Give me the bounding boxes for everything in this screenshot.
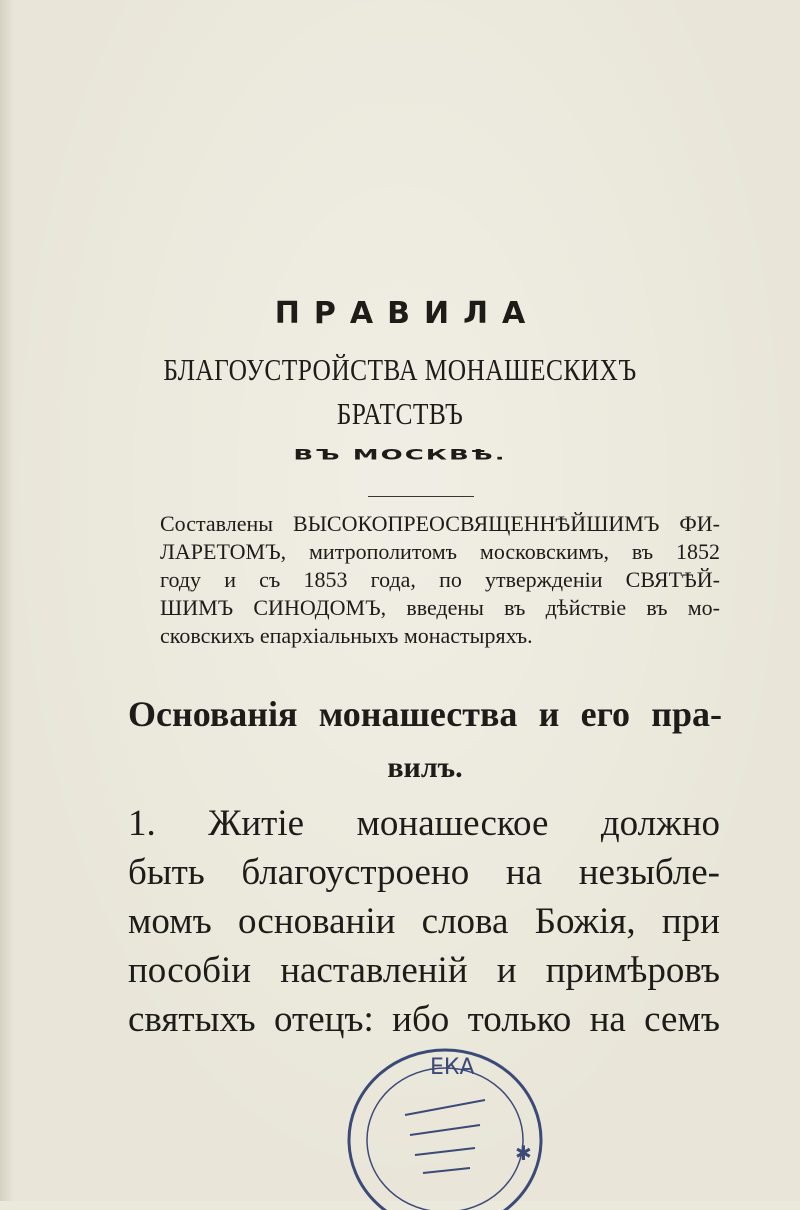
document-subtitle-line-1: БЛАГОУСТРОЙСТВА МОНАШЕСКИХЪ: [163, 352, 637, 387]
body-line: 1. Житіе монашеское должно: [128, 803, 720, 844]
page-gutter-shadow: [0, 0, 14, 1201]
description-line: ЛАРЕТОМЪ, митрополитомъ московскимъ, въ 1852: [160, 539, 720, 564]
stamp-star-icon: ✱: [515, 1141, 532, 1165]
body-line: быть благоустроено на незыбле-: [128, 852, 720, 893]
body-line: момъ основаніи слова Божія, при: [128, 901, 720, 942]
section-heading-line-2: вилъ.: [387, 751, 463, 784]
description-line: ШИМЪ СИНОДОМЪ, введены въ дѣйствіе въ мо-: [160, 595, 720, 620]
body-line: пособіи наставленій и примѣровъ: [128, 950, 720, 991]
document-description: [160, 510, 720, 650]
body-text: [128, 800, 720, 1045]
document-subtitle-line-2: БРАТСТВЪ: [336, 396, 464, 431]
description-line: году и съ 1853 года, по утвержденіи СВЯТѢЙ-: [160, 567, 720, 592]
title-divider: [368, 496, 474, 497]
library-stamp: [335, 1040, 555, 1210]
description-line: Составлены ВЫСОКОПРЕОСВЯЩЕННѢЙШИМЪ ФИ-: [160, 511, 720, 536]
section-heading-line-1: Основанія монашества и его пра-: [128, 694, 722, 734]
body-line: святыхъ отецъ: ибо только на семъ: [128, 999, 720, 1040]
description-line: сковскихъ епархіальныхъ монастыряхъ.: [160, 623, 533, 648]
stamp-lettering: ЕКА: [430, 1055, 475, 1080]
document-city: ВЪ МОСКВѢ.: [293, 446, 507, 464]
document-title: ПРАВИЛА: [274, 296, 540, 331]
